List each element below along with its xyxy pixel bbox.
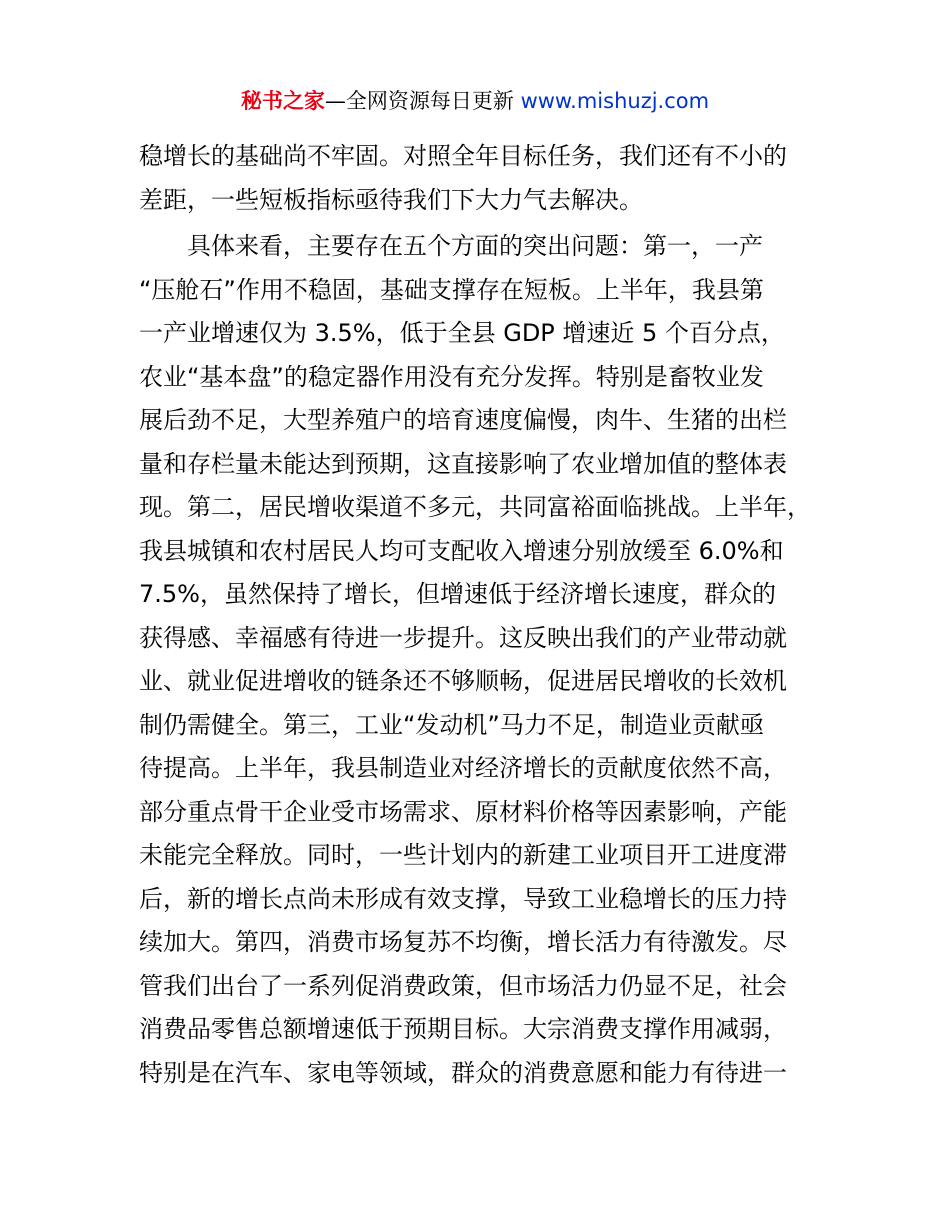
text-line: 消费品零售总额增速低于预期目标。大宗消费支撑作用减弱，: [139, 1015, 787, 1043]
text-line: 现。第二，居民增收渠道不多元，共同富裕面临挑战。上半年，: [139, 493, 811, 521]
paragraph-2: [139, 225, 819, 1095]
text-line: 制仍需健全。第三，工业“发动机”马力不足，制造业贡献亟: [139, 710, 764, 739]
header-tagline: —全网资源每日更新: [324, 89, 521, 113]
text-line: 后，新的增长点尚未形成有效支撑，导致工业稳增长的压力持: [139, 884, 787, 913]
text-line: 特别是在汽车、家电等领域，群众的消费意愿和能力有待进一: [139, 1058, 787, 1087]
text-line: 获得感、幸福感有待进一步提升。这反映出我们的产业带动就: [139, 623, 787, 652]
text-line: 7.5%，虽然保持了增长，但增速低于经济增长速度，群众的: [139, 580, 776, 608]
text-line: 展后劲不足，大型养殖户的培育速度偏慢，肉牛、生猪的出栏: [139, 406, 787, 434]
text-line: 待提高。上半年，我县制造业对经济增长的贡献度依然不高，: [139, 754, 787, 782]
text-line: 差距，一些短板指标亟待我们下大力气去解决。: [139, 185, 643, 214]
text-line: 管我们出台了一系列促消费政策，但市场活力仍显不足，社会: [139, 971, 787, 1000]
text-line: 稳增长的基础尚不牢固。对照全年目标任务，我们还有不小的: [139, 142, 787, 170]
text-line: 部分重点骨干企业受市场需求、原材料价格等因素影响，产能: [139, 797, 787, 826]
paragraph-1: [139, 135, 819, 222]
text-line: 我县城镇和农村居民人均可支配收入增速分别放缓至 6.0%和: [139, 536, 784, 565]
site-url-link[interactable]: www.mishuzj.com: [520, 89, 710, 113]
text-line: 续加大。第四，消费市场复苏不均衡，增长活力有待激发。尽: [139, 928, 787, 956]
brand-name: 秘书之家: [240, 89, 325, 113]
text-line: 量和存栏量未能达到预期，这直接影响了农业增加值的整体表: [139, 449, 787, 478]
text-line: 农业“基本盘”的稳定器作用没有充分发挥。特别是畜牧业发: [139, 362, 764, 391]
text-line: 具体来看，主要存在五个方面的突出问题：第一，一产: [187, 232, 763, 260]
text-line: “压舱石”作用不稳固，基础支撑存在短板。上半年，我县第: [139, 275, 764, 304]
text-line: 业、就业促进增收的链条还不够顺畅，促进居民增收的长效机: [139, 667, 787, 695]
site-header: [0, 86, 950, 116]
document-body: [139, 135, 819, 1095]
text-line: 未能完全释放。同时，一些计划内的新建工业项目开工进度滞: [139, 841, 787, 869]
text-line: 一产业增速仅为 3.5%，低于全县 GDP 增速近 5 个百分点，: [139, 319, 785, 347]
